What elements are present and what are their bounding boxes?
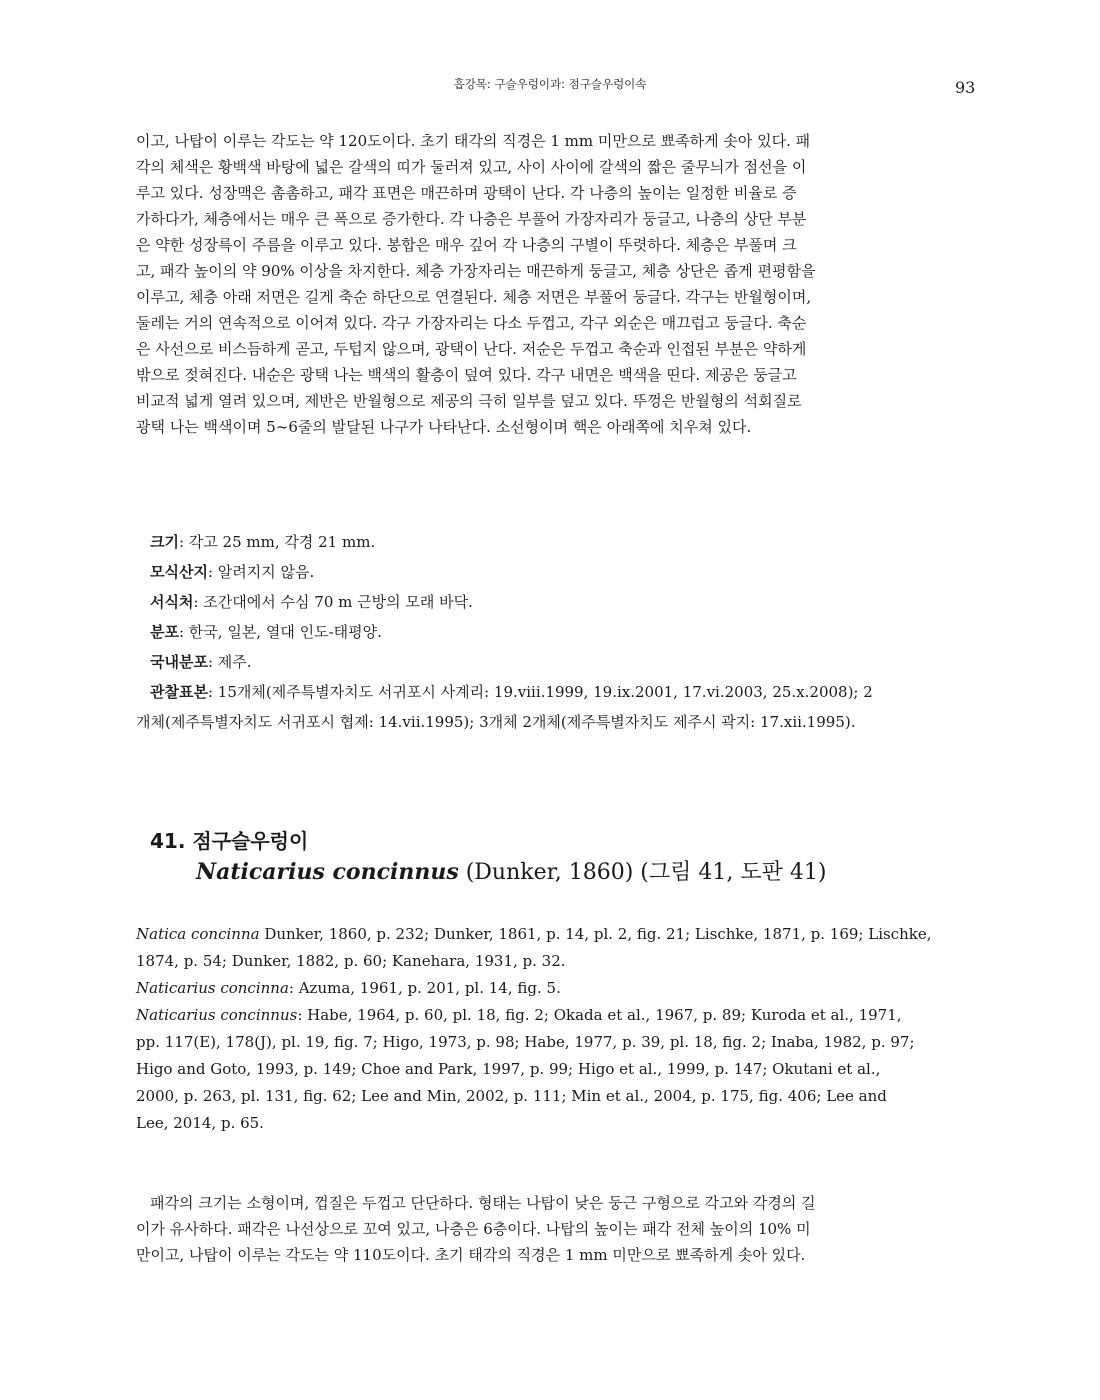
synonymy-line: 2000, p. 263, pl. 131, fig. 62; Lee and Min, 2002, p. 111; Min et al., 2004, p. 175, fig. 406; Lee and [136,1087,887,1105]
size-value: : 각고 25 mm, 각경 21 mm. [178,533,376,551]
paragraph-line: 이고, 나탑이 이루는 각도는 약 120도이다. 초기 태각의 직경은 1 mm 미만으로 뾰족하게 솟아 있다. 패 [136,132,811,150]
specimens-row [136,677,986,707]
page-number: 93 [955,78,976,97]
synonymy-line [136,975,986,1002]
scientific-name-line [196,856,826,889]
paragraph-line: 이가 유사하다. 패각은 나선상으로 꼬여 있고, 나층은 6층이다. 나탑의 높이는 패각 전체 높이의 10% 미 [136,1220,811,1238]
specimens-row-continued: 개체(제주특별자치도 서귀포시 협제: 14.vii.1995); 3개체 2개체(제주특별자치도 제주시 곽지: 17.xii.1995). [136,713,856,731]
habitat-row [136,587,986,617]
species-heading [150,826,826,889]
distribution-label: 분포 [150,623,179,641]
author-reference: (Dunker, 1860) (그림 41, 도판 41) [458,860,827,885]
running-head: 흡강목: 구슬우렁이과: 점구슬우렁이속 [453,77,647,91]
paragraph-line: 이루고, 체층 아래 저면은 길게 축순 하단으로 연결된다. 체층 저면은 부풀어 둥글다. 각구는 반월형이며, [136,288,812,306]
description-paragraph-2 [136,1190,986,1268]
type-locality-row [136,557,986,587]
paragraph-line: 패각의 크기는 소형이며, 껍질은 두껍고 단단하다. 형태는 나탑이 낮은 둥근 구형으로 각고와 각경의 길 [150,1194,816,1212]
species-info [136,527,986,737]
paragraph-line: 만이고, 나탑이 이루는 각도는 약 110도이다. 초기 태각의 직경은 1 mm 미만으로 뾰족하게 솟아 있다. [136,1246,806,1264]
synonym-name: Natica concinna [136,925,260,943]
synonym-name: Naticarius concinnus [136,1006,298,1024]
type-locality-value: : 알려지지 않음. [207,563,315,581]
domestic-distribution-row [136,647,986,677]
synonymy-entry [136,1002,986,1137]
synonymy-citation: : Azuma, 1961, p. 201, pl. 14, fig. 5. [288,979,561,997]
habitat-value: : 조간대에서 수심 70 m 근방의 모래 바닥. [193,593,473,611]
specimens-label: 관찰표본 [150,683,208,701]
description-paragraph [136,128,986,440]
synonymy-line: pp. 117(E), 178(J), pl. 19, fig. 7; Higo, 1973, p. 98; Habe, 1977, p. 39, pl. 18, fig. 2; Inaba, 1982, p. 97; [136,1033,915,1051]
paragraph-line: 은 약한 성장륵이 주름을 이루고 있다. 봉합은 매우 깊어 각 나층의 구별이 뚜렷하다. 체층은 부풀며 크 [136,236,797,254]
synonymy-list [136,921,986,1137]
paragraph-line: 은 사선으로 비스듬하게 곧고, 두텁지 않으며, 광택이 난다. 저순은 두껍고 축순과 인접된 부분은 약하게 [136,340,807,358]
synonym-name: Naticarius concinna [136,979,289,997]
size-label: 크기 [150,533,179,551]
paragraph-line: 둘레는 거의 연속적으로 이어져 있다. 각구 가장자리는 다소 두껍고, 각구 외순은 매끄럽고 둥글다. 축순 [136,314,807,332]
synonymy-line: 1874, p. 54; Dunker, 1882, p. 60; Kanehara, 1931, p. 32. [136,952,566,970]
synonymy-line [136,921,986,948]
domestic-distribution-label: 국내분포 [150,653,208,671]
habitat-label: 서식처 [150,593,194,611]
synonymy-citation: : Habe, 1964, p. 60, pl. 18, fig. 2; Okada et al., 1967, p. 89; Kuroda et al., 1971, [297,1006,902,1024]
synonymy-entry [136,921,986,975]
paragraph-line: 고, 패각 높이의 약 90% 이상을 차지한다. 체층 가장자리는 매끈하게 둥글고, 체층 상단은 좁게 편평함을 [136,262,816,280]
distribution-row [136,617,986,647]
paragraph-line: 가하다가, 체층에서는 매우 큰 폭으로 증가한다. 각 나층은 부풀어 가장자리가 둥글고, 나층의 상단 부분 [136,210,807,228]
domestic-distribution-value: : 제주. [207,653,252,671]
synonymy-line: Lee, 2014, p. 65. [136,1114,264,1132]
species-number-title: 41. 점구슬우렁이 [150,829,309,853]
paragraph-line: 광택 나는 백색이며 5~6줄의 발달된 나구가 나타난다. 소선형이며 핵은 아래쪽에 치우쳐 있다. [136,418,752,436]
distribution-value: : 한국, 일본, 열대 인도-태평양. [178,623,382,641]
paragraph-line: 각의 체색은 황백색 바탕에 넓은 갈색의 띠가 둘러져 있고, 사이 사이에 갈색의 짧은 줄무늬가 점선을 이 [136,158,807,176]
paragraph-line: 밖으로 젖혀진다. 내순은 광택 나는 백색의 활층이 덮여 있다. 각구 내면은 백색을 띤다. 제공은 둥글고 [136,366,797,384]
synonymy-entry [136,975,986,1002]
type-locality-label: 모식산지 [150,563,208,581]
size-row [136,527,986,557]
scientific-name: Naticarius concinnus [196,859,459,885]
synonymy-line: Higo and Goto, 1993, p. 149; Choe and Park, 1997, p. 99; Higo et al., 1999, p. 147; Okutani et al., [136,1060,881,1078]
paragraph-line: 루고 있다. 성장맥은 촘촘하고, 패각 표면은 매끈하며 광택이 난다. 각 나층의 높이는 일정한 비율로 증 [136,184,797,202]
synonymy-citation: Dunker, 1860, p. 232; Dunker, 1861, p. 14, pl. 2, fig. 21; Lischke, 1871, p. 169; Lischke, [259,925,932,943]
specimens-value: : 15개체(제주특별자치도 서귀포시 사계리: 19.viii.1999, 19.ix.2001, 17.vi.2003, 25.x.2008); 2 [207,683,873,701]
synonymy-line [136,1002,986,1029]
paragraph-line: 비교적 넓게 열려 있으며, 제반은 반월형으로 제공의 극히 일부를 덮고 있다. 뚜껑은 반월형의 석회질로 [136,392,802,410]
